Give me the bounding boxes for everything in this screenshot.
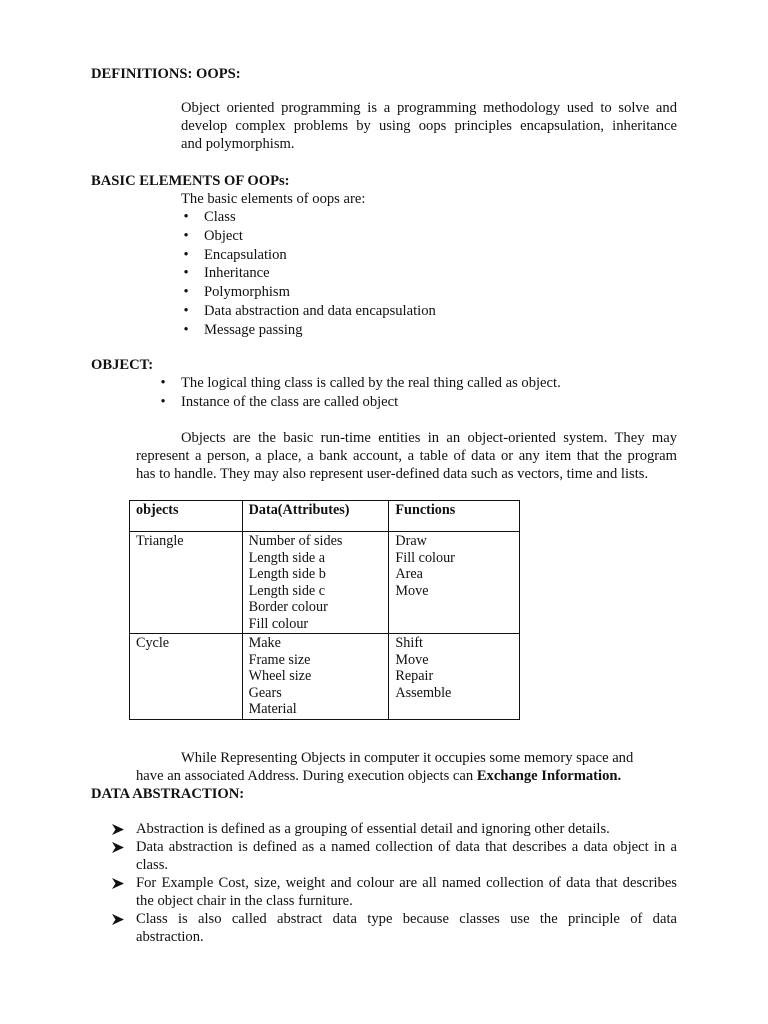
table-cell-object: Cycle: [130, 634, 243, 720]
list-item: [160, 393, 561, 412]
arrow-bullet-icon: [112, 878, 124, 889]
bullet-dot-icon: •: [160, 375, 166, 391]
list-item: [183, 227, 436, 246]
list-item-text: Message passing: [204, 321, 303, 338]
list-item-text-continued: abstraction.: [136, 929, 204, 945]
list-item-text: Class: [204, 209, 236, 225]
bullet-dot-icon: •: [183, 265, 189, 282]
definitions-line-2: develop complex problems by using oops principles encapsulation, inheritance: [181, 118, 677, 134]
attribute-item: Wheel size: [248, 668, 312, 684]
list-item: [183, 321, 436, 340]
object-paragraph-line-2: represent a person, a place, a bank account, a table of data or any item that the program: [136, 448, 677, 464]
bullet-dot-icon: •: [183, 227, 189, 244]
list-item-text: Data abstraction and data encapsulation: [204, 302, 436, 319]
object-bullet-list: [160, 374, 561, 412]
definitions-heading: DEFINITIONS: OOPS:: [91, 66, 241, 82]
attribute-item: Length side a: [248, 549, 326, 566]
table-row: [130, 634, 520, 720]
table-header-attributes: Data(Attributes): [242, 501, 389, 532]
attribute-item: Frame size: [248, 651, 311, 668]
arrow-bullet-icon: [112, 914, 124, 925]
function-item: Area: [395, 566, 423, 582]
list-item-text: Abstraction is defined as a grouping of essential detail and ignoring other details.: [136, 821, 610, 837]
list-item-text: Object: [204, 227, 243, 244]
function-item: Assemble: [395, 684, 452, 701]
list-item: [183, 208, 436, 227]
bullet-dot-icon: •: [183, 246, 189, 263]
function-item: Move: [395, 582, 429, 599]
table-cell-attributes: [242, 634, 389, 720]
attribute-item: Length side c: [248, 582, 326, 599]
function-item: Draw: [395, 533, 427, 549]
memory-paragraph-text: have an associated Address. During execution objects can: [136, 768, 477, 784]
arrow-bullet-icon: [112, 824, 124, 835]
table-cell-object: Triangle: [130, 532, 243, 634]
attribute-item: Fill colour: [248, 615, 309, 632]
data-abstraction-heading: DATA ABSTRACTION:: [91, 786, 245, 802]
list-item: [183, 302, 436, 321]
basic-elements-heading: BASIC ELEMENTS OF OOPs:: [91, 173, 290, 189]
attribute-item: Material: [248, 701, 297, 717]
list-item-text: Class is also called abstract data type because classes use the principle of data: [136, 911, 677, 927]
bullet-dot-icon: •: [160, 393, 166, 410]
memory-paragraph-line-1: While Representing Objects in computer it occupies some memory space and: [181, 750, 634, 766]
function-item: Shift: [395, 635, 423, 651]
function-item: Fill colour: [395, 549, 455, 566]
object-paragraph-line-3: has to handle. They may also represent user-defined data such as vectors, time and lists.: [136, 466, 649, 482]
attribute-item: Length side b: [248, 566, 326, 582]
list-item-text: Data abstraction is defined as a named collection of data that describes a data object in a: [136, 839, 677, 855]
memory-paragraph-line-2: [136, 767, 621, 785]
list-item-text-continued: the object chair in the class furniture.: [136, 893, 353, 909]
table-cell-functions: [389, 634, 520, 720]
table-header-objects: objects: [130, 501, 243, 532]
attribute-item: Number of sides: [248, 533, 343, 549]
object-paragraph-line-1: Objects are the basic run-time entities in an object-oriented system. They may: [181, 430, 677, 446]
objects-table: [129, 500, 520, 720]
list-item: [136, 820, 677, 838]
list-item: [136, 838, 677, 874]
table-row: [130, 532, 520, 634]
data-abstraction-list: [136, 820, 677, 946]
attribute-item: Border colour: [248, 599, 328, 615]
function-item: Repair: [395, 668, 434, 684]
list-item-text: For Example Cost, size, weight and colour are all named collection of data that describes: [136, 875, 677, 891]
list-item: [160, 374, 561, 393]
list-item: [136, 874, 677, 910]
attribute-item: Make: [248, 635, 281, 651]
list-item-text-continued: class.: [136, 857, 169, 873]
function-item: Move: [395, 651, 429, 668]
list-item-text: Polymorphism: [204, 284, 290, 301]
list-item: [183, 264, 436, 283]
object-heading: OBJECT:: [91, 357, 154, 373]
basic-elements-list: [183, 208, 436, 340]
definitions-line-3: and polymorphism.: [181, 136, 295, 152]
list-item: [183, 283, 436, 302]
list-item-text: Encapsulation: [204, 246, 287, 263]
list-item-text: Inheritance: [204, 265, 270, 282]
list-item: [136, 910, 677, 946]
list-item-text: Instance of the class are called object: [181, 393, 399, 410]
table-cell-attributes: [242, 532, 389, 634]
bullet-dot-icon: •: [183, 284, 189, 301]
bullet-dot-icon: •: [183, 209, 189, 225]
object-paragraph: [136, 429, 677, 483]
list-item: [183, 246, 436, 265]
memory-paragraph-emphasis: Exchange Information.: [476, 768, 622, 784]
definitions-line-1: Object oriented programming is a programming methodology used to solve and: [181, 100, 677, 116]
arrow-bullet-icon: [112, 842, 124, 853]
definitions-paragraph: [181, 99, 677, 153]
list-item-text: The logical thing class is called by the real thing called as object.: [181, 375, 561, 391]
attribute-item: Gears: [248, 684, 282, 701]
table-header-functions: Functions: [389, 501, 520, 532]
bullet-dot-icon: •: [183, 302, 189, 319]
bullet-dot-icon: •: [183, 321, 189, 338]
table-header-row: [130, 501, 520, 532]
basic-elements-intro: The basic elements of oops are:: [181, 191, 366, 207]
table-cell-functions: [389, 532, 520, 634]
